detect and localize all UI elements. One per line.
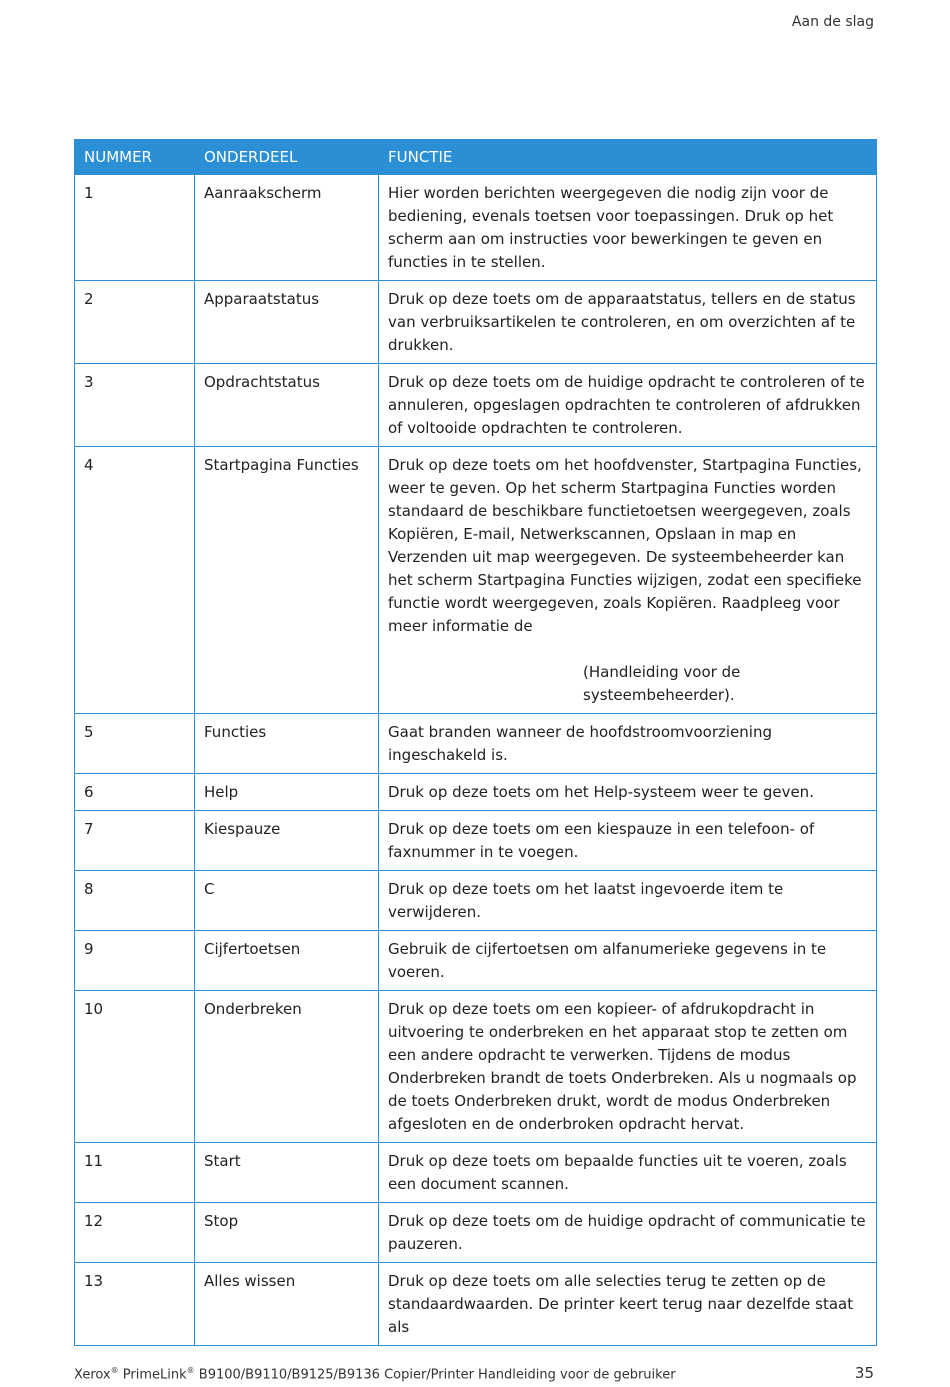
table-row: [75, 714, 877, 774]
table-row: [75, 931, 877, 991]
column-header-onderdeel: ONDERDEEL: [195, 140, 379, 175]
cell-onderdeel: Start: [195, 1143, 379, 1203]
cell-nummer: 6: [75, 774, 195, 811]
cell-onderdeel: Apparaatstatus: [195, 281, 379, 364]
table-row: [75, 1143, 877, 1203]
cell-nummer: 12: [75, 1203, 195, 1263]
cell-nummer: 7: [75, 811, 195, 871]
cell-onderdeel: Functies: [195, 714, 379, 774]
registered-mark: ®: [186, 1366, 195, 1375]
cell-nummer: 10: [75, 991, 195, 1143]
table-row: [75, 447, 877, 714]
cell-functie: [379, 447, 877, 714]
cell-nummer: 4: [75, 447, 195, 714]
table-header-row: [75, 140, 877, 175]
cell-functie: Gebruik de cijfertoetsen om alfanumerieke gegevens in te voeren.: [379, 931, 877, 991]
cell-functie: Druk op deze toets om het laatst ingevoerde item te verwijderen.: [379, 871, 877, 931]
cell-functie: Druk op deze toets om alle selecties terug te zetten op de standaardwaarden. De printer keert terug naar dezelfde staat als: [379, 1263, 877, 1346]
table-row: [75, 364, 877, 447]
footer-product: PrimeLink: [122, 1367, 187, 1383]
footer-document-title: [74, 1366, 676, 1382]
cell-onderdeel: Kiespauze: [195, 811, 379, 871]
page-number: 35: [854, 1364, 874, 1382]
table-row: [75, 991, 877, 1143]
cell-onderdeel: Startpagina Functies: [195, 447, 379, 714]
cell-nummer: 11: [75, 1143, 195, 1203]
cell-onderdeel: Cijfertoetsen: [195, 931, 379, 991]
cell-onderdeel: Onderbreken: [195, 991, 379, 1143]
footer-models: B9100/B9110/B9125/B9136 Copier/Printer Handleiding voor de gebruiker: [198, 1367, 676, 1383]
cell-functie: Druk op deze toets om de huidige opdracht te controleren of te annuleren, opgeslagen opdrachten te controleren of afdrukken of voltooide opdrachten te controleren.: [379, 364, 877, 447]
cell-functie: Druk op deze toets om de apparaatstatus, tellers en de status van verbruiksartikelen te controleren, en om overzichten af te drukken.: [379, 281, 877, 364]
column-header-nummer: NUMMER: [75, 140, 195, 175]
footer-brand: Xerox: [74, 1367, 111, 1383]
cell-functie: Druk op deze toets om een kopieer- of afdrukopdracht in uitvoering te onderbreken en het apparaat stop te zetten om een andere opdracht te verwerken. Tijdens de modus Onderbreken brandt de toets Onderbreken. Als u nogmaals op de toets Onderbreken drukt, wordt de modus Onderbreken afgesloten en de onderbroken opdracht hervat.: [379, 991, 877, 1143]
registered-mark: ®: [110, 1366, 119, 1375]
cell-onderdeel: Opdrachtstatus: [195, 364, 379, 447]
cell-onderdeel: C: [195, 871, 379, 931]
cell-nummer: 1: [75, 175, 195, 281]
column-header-functie: FUNCTIE: [379, 140, 877, 175]
functie-reference: (Handleiding voor de systeembeheerder).: [583, 663, 741, 704]
cell-nummer: 5: [75, 714, 195, 774]
table-row: [75, 281, 877, 364]
cell-onderdeel: Alles wissen: [195, 1263, 379, 1346]
reference-gap: [388, 638, 867, 661]
cell-onderdeel: Stop: [195, 1203, 379, 1263]
table-row: [75, 871, 877, 931]
cell-nummer: 8: [75, 871, 195, 931]
function-table: [74, 139, 877, 1346]
cell-nummer: 3: [75, 364, 195, 447]
cell-functie: Druk op deze toets om de huidige opdracht of communicatie te pauzeren.: [379, 1203, 877, 1263]
cell-nummer: 9: [75, 931, 195, 991]
cell-functie: Druk op deze toets om een kiespauze in een telefoon- of faxnummer in te voegen.: [379, 811, 877, 871]
cell-onderdeel: Help: [195, 774, 379, 811]
cell-functie: Druk op deze toets om bepaalde functies uit te voeren, zoals een document scannen.: [379, 1143, 877, 1203]
functie-text: Druk op deze toets om het hoofdvenster, Startpagina Functies, weer te geven. Op het scherm Startpagina Functies worden standaard de beschikbare functietoetsen weergegeven, zoals Kopiëren, E-mail, Netwerkscannen, Opslaan in map en Verzenden uit map weergegeven. De systeembeheerder kan het scherm Startpagina Functies wijzigen, zodat een specifieke functie wordt weergegeven, zoals Kopiëren. Raadpleeg voor meer informatie de: [388, 456, 862, 635]
table-row: [75, 175, 877, 281]
cell-functie: Gaat branden wanneer de hoofdstroomvoorziening ingeschakeld is.: [379, 714, 877, 774]
cell-functie: Druk op deze toets om het Help-systeem weer te geven.: [379, 774, 877, 811]
table-row: [75, 1203, 877, 1263]
table-row: [75, 774, 877, 811]
cell-nummer: 2: [75, 281, 195, 364]
cell-onderdeel: Aanraakscherm: [195, 175, 379, 281]
table-row: [75, 1263, 877, 1346]
cell-nummer: 13: [75, 1263, 195, 1346]
table-row: [75, 811, 877, 871]
cell-functie: Hier worden berichten weergegeven die nodig zijn voor de bediening, evenals toetsen voor toepassingen. Druk op het scherm aan om instructies voor bewerkingen te geven en functies in te stellen.: [379, 175, 877, 281]
running-header: Aan de slag: [791, 14, 874, 30]
